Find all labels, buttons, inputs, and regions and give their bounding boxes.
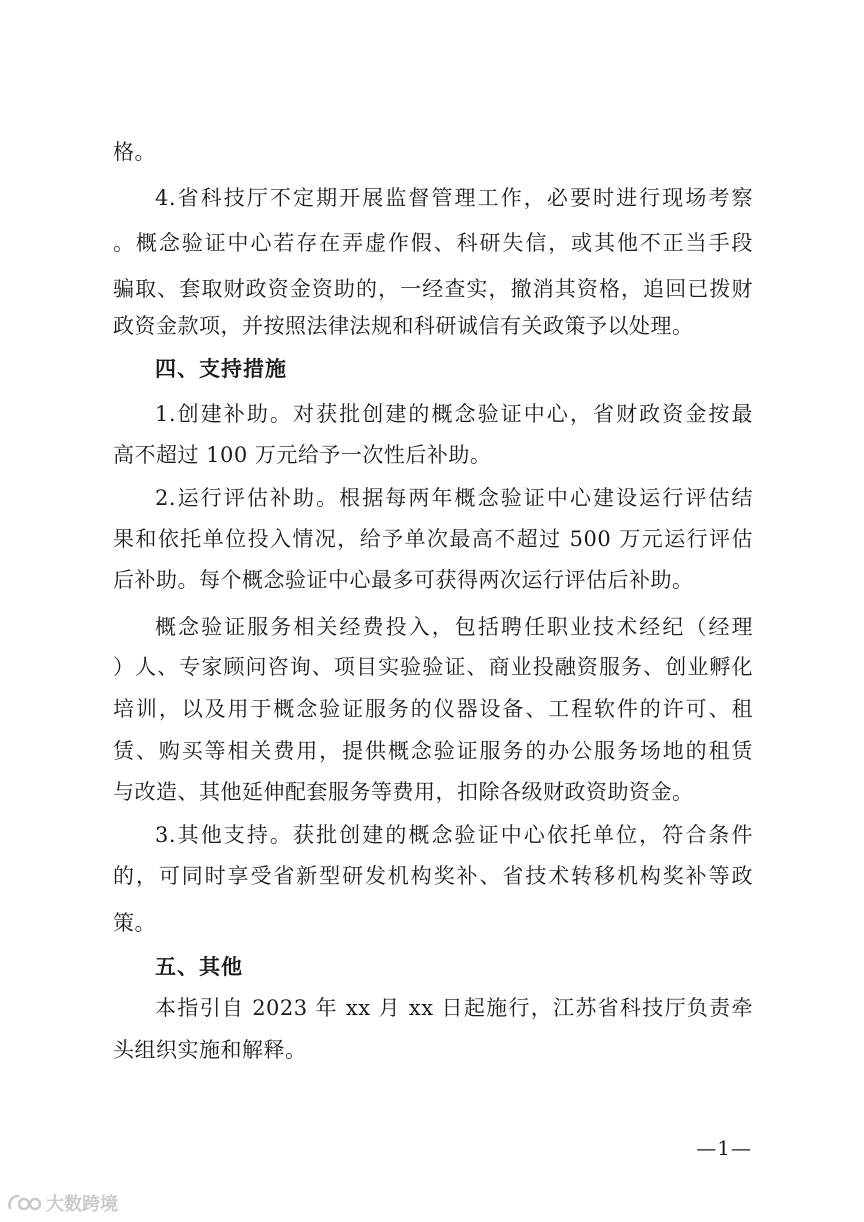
paragraph-line: 3.其他支持。获批创建的概念验证中心依托单位，符合条件	[155, 823, 753, 847]
paragraph-line: 2.运行评估补助。根据每两年概念验证中心建设运行评估结	[155, 486, 753, 510]
watermark	[6, 1190, 118, 1216]
page-number: —1—	[696, 1136, 752, 1160]
paragraph-line: 策。	[113, 911, 156, 935]
section-heading-four: 四、支持措施	[155, 357, 287, 381]
paragraph-line: 。概念验证中心若存在弄虚作假、科研失信，或其他不正当手段	[113, 231, 753, 255]
paragraph-line: 后补助。每个概念验证中心最多可获得两次运行评估后补助。	[113, 568, 694, 592]
paragraph-line: 骗取、套取财政资金资助的，一经查实，撤消其资格，追回已拨财	[113, 277, 753, 301]
paragraph-line: 与改造、其他延伸配套服务等费用，扣除各级财政资助资金。	[113, 780, 694, 804]
paragraph-line: 高不超过 100 万元给予一次性后补助。	[113, 443, 492, 467]
paragraph-line: 本指引自 2023 年 xx 月 xx 日起施行，江苏省科技厅负责牵	[155, 996, 753, 1020]
paragraph-line: ）人、专家顾问咨询、项目实验验证、商业投融资服务、创业孵化	[113, 655, 753, 679]
watermark-text: 大数跨境	[46, 1194, 118, 1215]
paragraph-line: 1.创建补助。对获批创建的概念验证中心，省财政资金按最	[155, 402, 753, 426]
paragraph-line: 的，可同时享受省新型研发机构奖补、省技术转移机构奖补等政	[113, 864, 753, 888]
paragraph-line: 概念验证服务相关经费投入，包括聘任职业技术经纪（经理	[155, 615, 753, 639]
brand-logo-icon	[6, 1192, 42, 1214]
paragraph-line: 政资金款项，并按照法律法规和科研诚信有关政策予以处理。	[113, 314, 694, 338]
paragraph-line: 赁、购买等相关费用，提供概念验证服务的办公服务场地的租赁	[113, 739, 753, 763]
paragraph-line: 4.省科技厅不定期开展监督管理工作，必要时进行现场考察	[155, 186, 753, 210]
paragraph-line: 头组织实施和解释。	[113, 1038, 307, 1062]
section-heading-five: 五、其他	[155, 955, 243, 979]
paragraph-line: 培训，以及用于概念验证服务的仪器设备、工程软件的许可、租	[113, 697, 753, 721]
paragraph-line: 格。	[113, 140, 156, 164]
paragraph-line: 果和依托单位投入情况，给予单次最高不超过 500 万元运行评估	[113, 527, 753, 551]
